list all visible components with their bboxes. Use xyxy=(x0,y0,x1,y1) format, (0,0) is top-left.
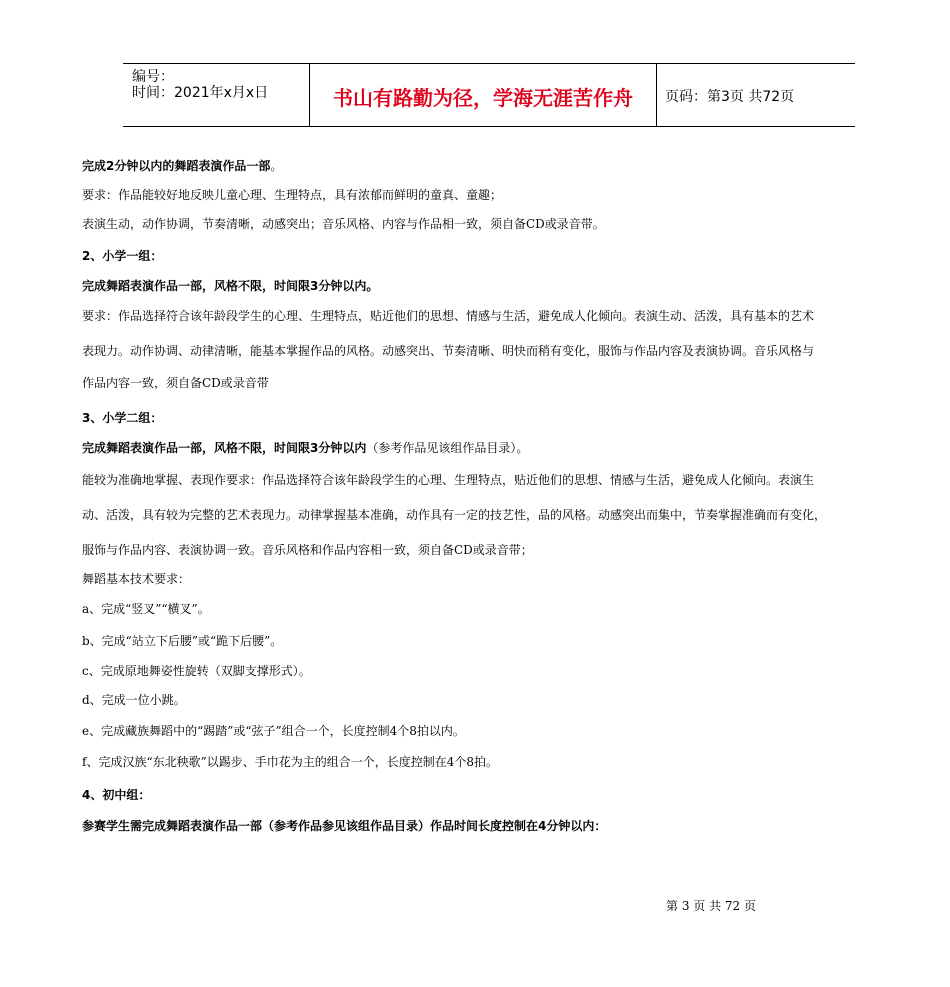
body-line xyxy=(82,278,378,294)
body-text: 表演生动，动作协调，节奏清晰，动感突出；音乐风格、内容与作品相一致，须自备CD或录音带。 xyxy=(82,217,605,231)
body-line xyxy=(82,754,498,770)
body-line xyxy=(82,571,190,587)
body-text: 服饰与作品内容、表演协调一致。音乐风格和作品内容相一致，须自备CD或录音带； xyxy=(82,543,533,557)
body-text: 。 xyxy=(270,159,283,173)
body-line xyxy=(82,158,282,174)
bold-text: 完成舞蹈表演作品一部，风格不限，时间限3分钟以内。 xyxy=(82,279,379,293)
body-text: c、完成原地舞姿性旋转（双脚支撑形式）。 xyxy=(82,664,311,678)
body-line xyxy=(82,410,162,426)
body-text: e、完成藏族舞蹈中的“踢踏”或“弦子”组合一个，长度控制4个8拍以内。 xyxy=(82,724,465,738)
body-text: 要求：作品选择符合该年龄段学生的心理、生理特点，贴近他们的思想、情感与生活，避免成人化倾向。表演生动、活泼，具有基本的艺术 xyxy=(82,309,815,323)
page-header xyxy=(123,63,855,127)
body-line xyxy=(82,723,465,739)
body-text: d、完成一位小跳。 xyxy=(82,693,186,707)
body-text: 舞蹈基本技术要求： xyxy=(82,572,191,586)
body-line xyxy=(82,692,186,708)
body-text: （参考作品见该组作品目录）。 xyxy=(366,441,529,455)
body-line xyxy=(82,787,150,803)
body-line xyxy=(82,187,502,203)
header-motto-cell xyxy=(309,64,657,126)
body-text: 能较为准确地掌握、表现作要求：作品选择符合该年龄段学生的心理、生理特点，贴近他们的思想、情感与生活，避免成人化倾向。表演生 xyxy=(82,473,815,487)
body-text: 表现力。动作协调、动律清晰，能基本掌握作品的风格。动感突出、节奏清晰、明快而稍有变化，服饰与作品内容及表演协调。音乐风格与 xyxy=(82,344,815,358)
bold-text: 参赛学生需完成舞蹈表演作品一部（参考作品参见该组作品目录）作品时间长度控制在4分钟以内： xyxy=(82,819,607,833)
header-right-cell xyxy=(656,64,855,126)
body-line xyxy=(82,542,533,558)
body-line xyxy=(82,440,528,456)
body-line xyxy=(82,472,814,488)
body-line xyxy=(82,633,282,649)
body-text: b、完成“站立下后腰”或“跪下后腰”。 xyxy=(82,634,283,648)
body-text: f、完成汉族“东北秧歌”以踢步、手巾花为主的组合一个，长度控制在4个8拍。 xyxy=(82,755,498,769)
motto-text: 书山有路勤为径，学海无涯苦作舟 xyxy=(333,86,633,110)
bold-text: 2、小学一组： xyxy=(82,249,163,263)
body-line xyxy=(82,308,814,324)
body-line xyxy=(82,216,605,232)
body-text: 要求：作品能较好地反映儿童心理、生理特点，具有浓郁而鲜明的童真、童趣； xyxy=(82,188,503,202)
header-left-cell xyxy=(123,64,309,126)
time-label: 时间：2021年x月x日 xyxy=(132,85,269,101)
bold-text: 完成2分钟以内的舞蹈表演作品一部 xyxy=(82,159,271,173)
body-line xyxy=(82,343,814,359)
body-line xyxy=(82,507,826,523)
page-footer: 第 3 页 共 72 页 xyxy=(666,899,756,913)
body-text: 动、活泼，具有较为完整的艺术表现力。动律掌握基本准确，动作具有一定的技艺性，品的风格。动感突出而集中，节奏掌握准确而有变化， xyxy=(82,508,827,522)
body-line xyxy=(82,818,606,834)
body-line xyxy=(82,375,269,391)
body-line xyxy=(82,663,311,679)
body-text: a、完成“竖叉”“横叉”。 xyxy=(82,602,210,616)
body-line xyxy=(82,248,162,264)
body-line xyxy=(82,601,210,617)
bold-text: 完成舞蹈表演作品一部，风格不限，时间限3分钟以内 xyxy=(82,441,367,455)
page-info: 页码：第3页 共72页 xyxy=(665,89,795,105)
bold-text: 3、小学二组： xyxy=(82,411,163,425)
bold-text: 4、初中组： xyxy=(82,788,151,802)
body-text: 作品内容一致，须自备CD或录音带 xyxy=(82,376,269,390)
code-label: 编号： xyxy=(132,69,174,85)
